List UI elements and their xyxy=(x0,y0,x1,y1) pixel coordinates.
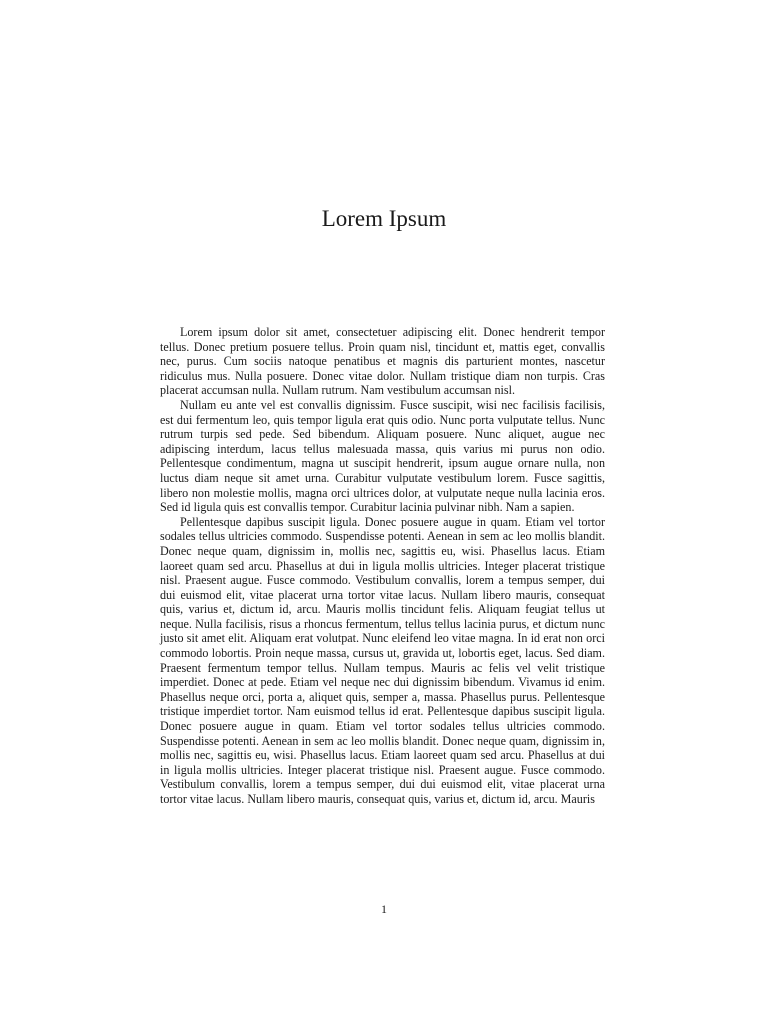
paragraph-2: Nullam eu ante vel est convallis dignissim. Fusce suscipit, wisi nec facilisis facilisis, est dui fermentum leo, quis tempor ligula erat quis odio. Nunc porta vulputate tellus. Nunc rutrum turpis sed pede. Sed bibendum. Aliquam posuere. Nunc aliquet, augue nec adipiscing interdum, lacus tellus malesuada massa, quis varius mi purus non odio. Pellentesque condimentum, magna ut suscipit hendrerit, ipsum augue ornare nulla, non luctus diam neque sit amet urna. Curabitur vulputate vestibulum lorem. Fusce sagittis, libero non molestie mollis, magna orci ultrices dolor, at vulputate neque nulla lacinia eros. Sed id ligula quis est convallis tempor. Curabitur lacinia pulvinar nibh. Nam a sapien. xyxy=(160,397,605,515)
paragraph-3: Pellentesque dapibus suscipit ligula. Donec posuere augue in quam. Etiam vel tortor sodales tellus ultricies commodo. Suspendisse potenti. Aenean in sem ac leo mollis blandit. Donec neque quam, dignissim in, mollis nec, sagittis eu, wisi. Phasellus lacus. Etiam laoreet quam sed arcu. Phasellus at dui in ligula mollis ultricies. Integer placerat tristique nisl. Praesent augue. Fusce commodo. Vestibulum convallis, lorem a tempus semper, dui dui euismod elit, vitae placerat urna tortor vitae lacus. Nullam libero mauris, consequat quis, varius et, dictum id, arcu. Mauris mollis tincidunt felis. Aliquam feugiat tellus ut neque. Nulla facilisis, risus a rhoncus fermentum, tellus tellus lacinia purus, et dictum nunc justo sit amet elit. Aliquam erat volutpat. Nunc eleifend leo vitae magna. In id erat non orci commodo lobortis. Proin neque massa, cursus ut, gravida ut, lobortis eget, lacus. Sed diam. Praesent fermentum tempor tellus. Nullam tempus. Mauris ac felis vel velit tristique imperdiet. Donec at pede. Etiam vel neque nec dui dignissim bibendum. Vivamus id enim. Phasellus neque orci, porta a, aliquet quis, semper a, massa. Phasellus purus. Pellentesque tristique imperdiet tortor. Nam euismod tellus id erat. Pellentesque dapibus suscipit ligula. Donec posuere augue in quam. Etiam vel tortor sodales tellus ultricies commodo. Suspendisse potenti. Aenean in sem ac leo mollis blandit. Donec neque quam, dignissim in, mollis nec, sagittis eu, wisi. Phasellus lacus. Etiam laoreet quam sed arcu. Phasellus at dui in ligula mollis ultricies. Integer placerat tristique nisl. Praesent augue. Fusce commodo. Vestibulum convallis, lorem a tempus semper, dui dui euismod elit, vitae placerat urna tortor vitae lacus. Nullam libero mauris, consequat quis, varius et, dictum id, arcu. Mauris xyxy=(160,514,605,806)
document-title: Lorem Ipsum xyxy=(321,206,447,231)
document-body xyxy=(160,325,605,807)
paragraph-1: Lorem ipsum dolor sit amet, consectetuer adipiscing elit. Donec hendrerit tempor tellus. Donec pretium posuere tellus. Proin quam nisl, tincidunt et, mattis eget, convallis nec, purus. Cum sociis natoque penatibus et magnis dis parturient montes, nascetur ridiculus mus. Nulla posuere. Donec vitae dolor. Nullam tristique diam non turpis. Cras placerat accumsan nulla. Nullam rutrum. Nam vestibulum accumsan nisl. xyxy=(160,325,605,398)
page-number: 1 xyxy=(381,902,387,916)
